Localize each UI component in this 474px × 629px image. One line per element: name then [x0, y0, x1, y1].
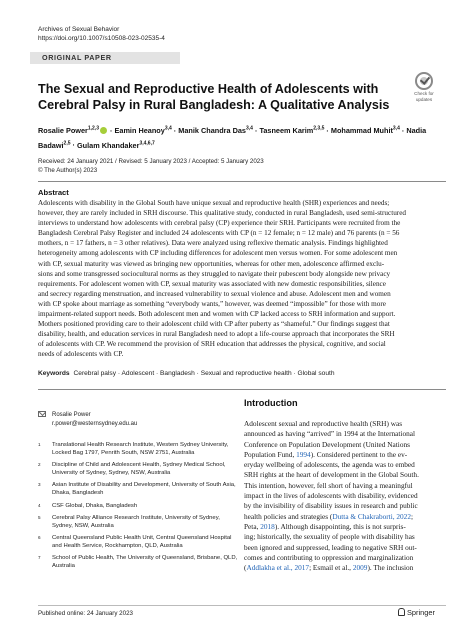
publisher — [398, 608, 435, 617]
author-name: Gulam Khandaker — [77, 140, 140, 150]
affiliation — [38, 502, 238, 510]
journal-header — [38, 26, 165, 43]
journal-name: Archives of Sexual Behavior — [38, 26, 120, 33]
introduction-line — [244, 563, 447, 573]
abstract-body — [38, 198, 448, 360]
author-affiliation-numbers: 2,5 — [63, 140, 71, 147]
affiliation — [38, 461, 238, 477]
history-dates: Received: 24 January 2021 / Revised: 5 January 2023 / Accepted: 5 January 2023 — [38, 158, 264, 165]
article-dates — [38, 158, 264, 175]
affiliation-number: 3 — [38, 482, 41, 488]
corresponding-email[interactable]: r.power@westernsydney.edu.au — [52, 420, 138, 427]
author-affiliation-numbers: 1,2,3 — [87, 126, 100, 132]
author[interactable] — [77, 141, 155, 150]
introduction-line — [244, 440, 447, 450]
check-updates-line2: updates — [415, 97, 433, 102]
author-affiliation-numbers: 3,4 — [164, 126, 172, 132]
affiliation-text: Cerebral Palsy Alliance Research Institute, University of Sydney, Sydney, NSW, Australia — [52, 514, 220, 529]
text-run: ). Considered pertinent to the ev- — [310, 449, 408, 459]
keywords — [38, 369, 448, 378]
abstract-line: Bangladesh Cerebral Palsy Register and included 24 adolescents with CP (n = 12 female; n = 12 male) and 76 parents (n = 56 — [38, 229, 400, 238]
abstract-line: of adolescents with CP. We recommend the provision of SRH education that addresses the physical, cognitive, and social — [38, 340, 386, 349]
author-affiliation-numbers: 2,3,5 — [313, 126, 325, 132]
affiliation — [38, 534, 238, 550]
introduction-line — [244, 429, 447, 439]
author-name: Mohammad Muhit — [330, 126, 393, 136]
author-name: Manik Chandra Das — [178, 126, 246, 136]
text-run: ; — [410, 511, 414, 521]
abstract-line: impairment-related support needs. Both adolescent men and women with CP lacked access to SRH information and support. — [38, 310, 396, 319]
text-run: ). Although disappointing, this is not surpris- — [274, 521, 406, 531]
introduction-line — [244, 470, 447, 480]
abstract-line: requirements. For adolescent women with CP, sexual maturity was associated with new domestic responsibilities, silence — [38, 279, 386, 288]
affiliation — [38, 554, 238, 570]
abstract-line: heterogeneity among adolescents with CP including differences for adolescent men versus women. For some adolescent men — [38, 249, 398, 258]
author-affiliation-numbers: 3,4 — [392, 126, 400, 132]
doi-link[interactable]: https://doi.org/10.1007/s10508-023-02535-4 — [38, 34, 165, 42]
author[interactable] — [178, 126, 253, 135]
affiliation-number: 7 — [38, 555, 41, 561]
introduction-body — [244, 419, 447, 573]
affiliation — [38, 514, 238, 530]
author-name: Rosalie Power — [38, 126, 88, 136]
introduction-line — [244, 450, 447, 460]
abstract-line: disability, health, and education services in rural Bangladesh need to adopt a life-course approach that incorporates the SRH — [38, 330, 395, 339]
affiliations — [38, 441, 238, 574]
text-run: Population Fund, — [244, 449, 297, 459]
text-run: ing; historically, the sexuality of people with disability has — [244, 532, 415, 542]
abstract-line: with CP spoke about marriage as something “everybody wants,” however, was deemed “impossible” for those with more — [38, 299, 386, 308]
affiliation-text: Translational Health Research Institute, Western Sydney University, Locked Bag 1797, Penrith South, NSW 2751, Australia — [52, 442, 229, 456]
keywords-list: Cerebral palsy · Adolescent · Bangladesh · Sexual and reproductive health · Global south — [73, 370, 335, 377]
affiliation-number: 6 — [38, 534, 41, 540]
author[interactable] — [331, 126, 400, 135]
abstract-line: interviews to understand how adolescents with cerebral palsy (CP) experience their SRH. Participants were recruited from the — [38, 219, 401, 228]
introduction-line — [244, 419, 447, 429]
text-run: been ignored and suppressed, leading to negative SRH out- — [244, 542, 417, 552]
text-run: This intention, however, fell short of having a meaningful — [244, 480, 413, 490]
abstract-line: with CP, sexual maturity was viewed as bringing new opportunities, whereas for other men, adolescence affirmed exclu- — [38, 259, 385, 268]
springer-horse-icon — [398, 608, 405, 616]
author-name: Nadia Badawi — [38, 126, 427, 150]
copyright: © The Author(s) 2023 — [38, 166, 98, 174]
introduction-line — [244, 512, 447, 522]
introduction-line — [244, 501, 447, 511]
orcid-icon[interactable] — [100, 127, 107, 134]
text-run: ). The inclusion — [367, 563, 414, 573]
correspondence — [38, 411, 233, 428]
affiliation-number: 4 — [38, 502, 41, 508]
affiliation-text: Central Queensland Public Health Unit, Central Queensland Hospital and Health Service, Rockhampton, QLD, Australia — [52, 534, 232, 549]
article-type-label: ORIGINAL PAPER — [42, 53, 112, 62]
affiliation — [38, 481, 238, 497]
text-run: health policies and strategies ( — [244, 511, 333, 521]
divider — [38, 389, 446, 390]
affiliation-number: 2 — [38, 462, 41, 468]
check-updates-icon — [415, 72, 433, 90]
abstract-line: Adolescents with disability in the Global South have unique sexual and reproductive health (SHR) experiences and needs; — [38, 199, 390, 207]
author-name: Tasneem Karim — [259, 126, 314, 136]
text-run: Conference on Population Development (United Nations — [244, 439, 410, 449]
footer-divider — [38, 605, 446, 606]
text-run: announced as having “arrived” in 1994 at the International — [244, 429, 416, 439]
text-run: impact in the lives of adolescents with disability, evidenced — [244, 491, 418, 501]
text-run: eryday wellbeing of adolescents, the agenda was to embed — [244, 460, 415, 470]
affiliation-text: School of Public Health, The University of Queensland, Brisbane, QLD, Australia — [52, 555, 238, 570]
citation-link[interactable]: 2018 — [260, 521, 275, 531]
author-affiliation-numbers: 3,4,6,7 — [139, 140, 155, 147]
abstract-line: and secrecy regarding menstruation, and increased vulnerability to sexual violence and abuse. Adolescent men and women — [38, 289, 391, 298]
check-updates-line1: Check for — [414, 91, 434, 96]
affiliation-number: 5 — [38, 514, 41, 520]
author-list: Rosalie Power$^{1,2,3}$ · Eamin Heanoy$^{3,4}$ · Manik Chandra Das$^{3,4}$ · Tasneem Karim$^{2,3,5}$ · Mohammad Muhit$^{3,4}$ · Nadia Badawi$^{2,5}$ · Gulam Khandaker$^{3,4,6,7}$ — [38, 126, 427, 150]
citation-link[interactable]: Addlakha et al., 2017 — [246, 563, 310, 573]
mail-icon — [38, 411, 46, 417]
divider — [38, 181, 446, 182]
author[interactable] — [38, 126, 108, 135]
introduction-line — [244, 491, 447, 501]
abstract-heading: Abstract — [38, 188, 69, 197]
citation-link[interactable]: 1994 — [296, 449, 311, 459]
author-name: Eamin Heanoy — [114, 126, 165, 136]
citation-link[interactable]: 2009 — [352, 563, 368, 573]
introduction-line — [244, 522, 447, 532]
affiliation-number: 1 — [38, 442, 41, 447]
author[interactable] — [115, 126, 172, 135]
affiliation — [38, 441, 238, 457]
affiliation-text: CSF Global, Dhaka, Bangladesh — [52, 502, 138, 509]
introduction-line — [244, 532, 447, 542]
author[interactable] — [259, 126, 324, 135]
introduction-heading: Introduction — [244, 398, 298, 408]
text-run: comes and contributing to oppression and marginalization — [244, 552, 414, 562]
text-run: SRH rights at the heart of development in the Global South. — [244, 470, 419, 480]
abstract-line: sions and some transgressed sociocultural norms as they struggled to navigate their pubescent body alongside new privacy — [38, 269, 391, 278]
author-affiliation-numbers: 3,4 — [245, 126, 253, 132]
text-run: by the invisibility of disability issues in research and public — [244, 501, 418, 511]
text-run: ( — [244, 563, 247, 573]
affiliation-text: Asian Institute of Disability and Development, University of South Asia, Dhaka, Bangladesh — [52, 482, 236, 497]
abstract-line: however, they are rarely included in SRH discourse. This qualitative study, conducted in rural Bangladesh, used semi-structured — [38, 209, 406, 218]
abstract-line: mothers, n = 17 fathers, n = 3 other relatives). Data were analyzed using reflexive thematic analysis. Findings highlighted — [38, 239, 388, 248]
corresponding-author: Rosalie Power — [52, 412, 91, 418]
introduction-line — [244, 543, 447, 553]
introduction-line — [244, 481, 447, 491]
citation-link[interactable]: Dutta & Chakraborti, 2022 — [332, 511, 411, 521]
introduction-line — [244, 553, 447, 563]
abstract-line: Mothers positioned providing care to their adolescent child with CP after puberty as “shameful.” Our findings suggest that — [38, 320, 390, 329]
publisher-name: Springer — [407, 608, 435, 617]
article-title: The Sexual and Reproductive Health of Adolescents with Cerebral Palsy in Rural Bangladesh: A Qualitative Analysis — [38, 82, 390, 112]
text-run: Peta, — [244, 521, 261, 531]
check-for-updates-badge[interactable] — [404, 72, 444, 102]
text-run: Adolescent sexual and reproductive health (SRH) was — [244, 419, 403, 428]
keywords-label: Keywords — [38, 370, 70, 377]
published-date: Published online: 24 January 2023 — [38, 610, 133, 617]
text-run: ; Esmail et al., — [309, 563, 353, 573]
abstract-line: needs of adolescents with CP. — [38, 350, 124, 359]
affiliation-text: Discipline of Child and Adolescent Health, Sydney Medical School, University of Sydney, Sydney, NSW, Australia — [52, 462, 226, 477]
introduction-line — [244, 460, 447, 470]
